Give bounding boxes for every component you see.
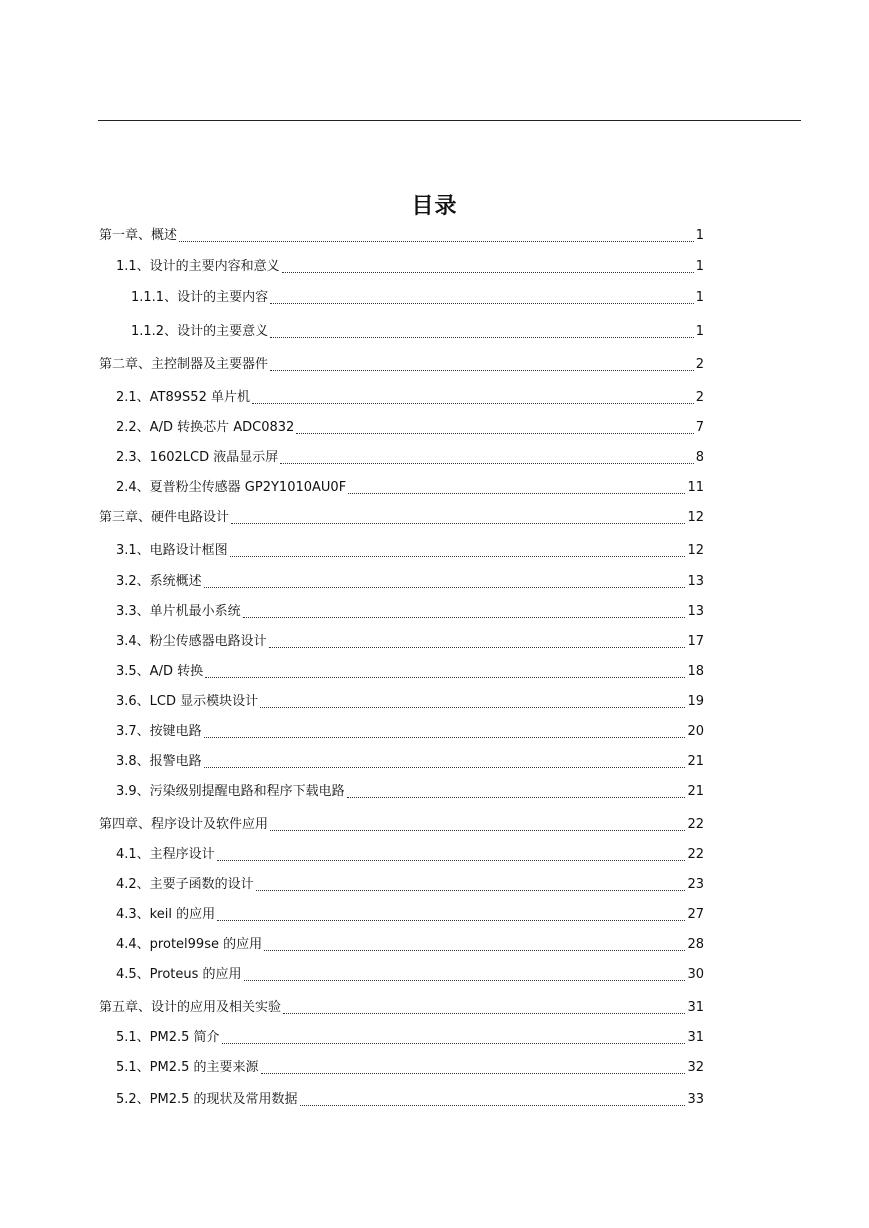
toc-dot-leader	[299, 1090, 687, 1110]
toc-entry-label: 4.1、主程序设计	[116, 847, 215, 862]
toc-entry[interactable]	[116, 388, 704, 408]
toc-dot-leader	[282, 998, 686, 1018]
toc-entry[interactable]	[116, 965, 704, 985]
header-rule	[98, 120, 801, 121]
toc-entry-label: 2.2、A/D 转换芯片 ADC0832	[116, 420, 295, 435]
toc-dot-leader	[269, 815, 686, 835]
toc-dot-leader	[230, 508, 686, 528]
toc-dot-leader	[178, 226, 695, 246]
toc-entry-page-number: 21	[687, 784, 704, 799]
toc-entry-page-number: 2	[695, 390, 704, 405]
toc-entry-label: 2.4、夏普粉尘传感器 GP2Y1010AU0F	[116, 480, 347, 495]
toc-dot-leader	[203, 752, 687, 772]
toc-entry[interactable]	[99, 508, 704, 528]
toc-dot-leader	[269, 355, 695, 375]
toc-dot-leader	[204, 662, 686, 682]
toc-entry-page-number: 28	[687, 937, 704, 952]
toc-entry-label: 5.1、PM2.5 的主要来源	[116, 1060, 259, 1075]
toc-entry-page-number: 31	[687, 1030, 704, 1045]
toc-dot-leader	[242, 602, 687, 622]
toc-entry-label: 1.1.1、设计的主要内容	[131, 290, 269, 305]
toc-entry[interactable]	[116, 845, 704, 865]
toc-entry[interactable]	[116, 478, 704, 498]
toc-entry-page-number: 8	[695, 450, 704, 465]
toc-entry-label: 3.5、A/D 转换	[116, 664, 204, 679]
toc-entry-label: 2.3、1602LCD 液晶显示屏	[116, 450, 279, 465]
toc-entry[interactable]	[116, 782, 704, 802]
toc-entry[interactable]	[131, 288, 704, 308]
toc-dot-leader	[279, 448, 694, 468]
toc-entry-label: 4.5、Proteus 的应用	[116, 967, 242, 982]
toc-dot-leader	[229, 541, 687, 561]
toc-entry-page-number: 30	[687, 967, 704, 982]
toc-entry-label: 5.2、PM2.5 的现状及常用数据	[116, 1092, 298, 1107]
toc-entry-label: 1.1.2、设计的主要意义	[131, 324, 269, 339]
toc-dot-leader	[259, 692, 686, 712]
toc-entry-label: 第三章、硬件电路设计	[99, 510, 230, 525]
toc-entry-page-number: 22	[687, 847, 704, 862]
toc-entry-page-number: 13	[687, 574, 704, 589]
toc-entry-label: 4.2、主要子函数的设计	[116, 877, 254, 892]
toc-entry-label: 第五章、设计的应用及相关实验	[99, 1000, 282, 1015]
toc-entry[interactable]	[131, 322, 704, 342]
toc-dot-leader	[260, 1058, 687, 1078]
toc-entry[interactable]	[116, 602, 704, 622]
toc-entry-page-number: 13	[687, 604, 704, 619]
toc-entry-label: 3.2、系统概述	[116, 574, 202, 589]
toc-entry[interactable]	[116, 572, 704, 592]
toc-entry-page-number: 7	[695, 420, 704, 435]
toc-entry-page-number: 12	[687, 543, 704, 558]
toc-entry-page-number: 1	[695, 228, 704, 243]
toc-dot-leader	[263, 935, 686, 955]
toc-entry[interactable]	[116, 905, 704, 925]
toc-entry-page-number: 20	[687, 724, 704, 739]
toc-entry-page-number: 1	[695, 324, 704, 339]
toc-entry[interactable]	[116, 875, 704, 895]
toc-entry[interactable]	[116, 662, 704, 682]
toc-entry-page-number: 17	[687, 634, 704, 649]
toc-entry-page-number: 27	[687, 907, 704, 922]
toc-entry-label: 4.3、keil 的应用	[116, 907, 216, 922]
toc-entry-label: 3.6、LCD 显示模块设计	[116, 694, 259, 709]
toc-entry-page-number: 11	[687, 480, 704, 495]
toc-dot-leader	[281, 257, 695, 277]
toc-entry[interactable]	[116, 722, 704, 742]
toc-entry[interactable]	[116, 1090, 704, 1110]
toc-entry-page-number: 31	[687, 1000, 704, 1015]
toc-entry-label: 2.1、AT89S52 单片机	[116, 390, 250, 405]
toc-dot-leader	[268, 632, 687, 652]
toc-entry-page-number: 1	[695, 290, 704, 305]
toc-entry[interactable]	[99, 355, 704, 375]
toc-entry[interactable]	[99, 815, 704, 835]
toc-dot-leader	[251, 388, 695, 408]
toc-dot-leader	[203, 572, 687, 592]
toc-entry-page-number: 12	[687, 510, 704, 525]
toc-entry-page-number: 21	[687, 754, 704, 769]
toc-entry[interactable]	[116, 632, 704, 652]
toc-entry-page-number: 1	[695, 259, 704, 274]
toc-entry-page-number: 19	[687, 694, 704, 709]
toc-entry-page-number: 33	[687, 1092, 704, 1107]
toc-entry-page-number: 23	[687, 877, 704, 892]
toc-entry-label: 4.4、protel99se 的应用	[116, 937, 263, 952]
toc-entry[interactable]	[116, 257, 704, 277]
toc-entry-label: 3.4、粉尘传感器电路设计	[116, 634, 267, 649]
toc-dot-leader	[243, 965, 687, 985]
toc-entry-label: 3.1、电路设计框图	[116, 543, 228, 558]
toc-entry-page-number: 2	[695, 357, 704, 372]
toc-entry[interactable]	[116, 1058, 704, 1078]
toc-dot-leader	[295, 418, 694, 438]
toc-dot-leader	[269, 288, 695, 308]
toc-entry-label: 3.8、报警电路	[116, 754, 202, 769]
toc-dot-leader	[203, 722, 687, 742]
toc-entry[interactable]	[116, 448, 704, 468]
toc-entry-page-number: 22	[687, 817, 704, 832]
toc-dot-leader	[346, 782, 687, 802]
toc-entry[interactable]	[99, 226, 704, 246]
toc-entry[interactable]	[99, 998, 704, 1018]
toc-entry[interactable]	[116, 935, 704, 955]
toc-entry-label: 第一章、概述	[99, 228, 178, 243]
toc-entry[interactable]	[116, 1028, 704, 1048]
toc-dot-leader	[216, 905, 686, 925]
toc-entry-label: 3.7、按键电路	[116, 724, 202, 739]
toc-entry-label: 第四章、程序设计及软件应用	[99, 817, 269, 832]
toc-entry[interactable]	[116, 541, 704, 561]
toc-entry-label: 1.1、设计的主要内容和意义	[116, 259, 280, 274]
toc-dot-leader	[347, 478, 686, 498]
toc-dot-leader	[221, 1028, 687, 1048]
toc-dot-leader	[255, 875, 687, 895]
toc-dot-leader	[216, 845, 687, 865]
toc-entry-label: 3.9、污染级别提醒电路和程序下载电路	[116, 784, 345, 799]
toc-entry[interactable]	[116, 692, 704, 712]
toc-entry-page-number: 18	[687, 664, 704, 679]
toc-entry-page-number: 32	[687, 1060, 704, 1075]
toc-entry-label: 3.3、单片机最小系统	[116, 604, 241, 619]
page-title: 目录	[411, 194, 458, 219]
toc-entry[interactable]	[116, 418, 704, 438]
toc-entry-label: 5.1、PM2.5 简介	[116, 1030, 220, 1045]
toc-entry-label: 第二章、主控制器及主要器件	[99, 357, 269, 372]
toc-dot-leader	[269, 322, 695, 342]
toc-entry[interactable]	[116, 752, 704, 772]
